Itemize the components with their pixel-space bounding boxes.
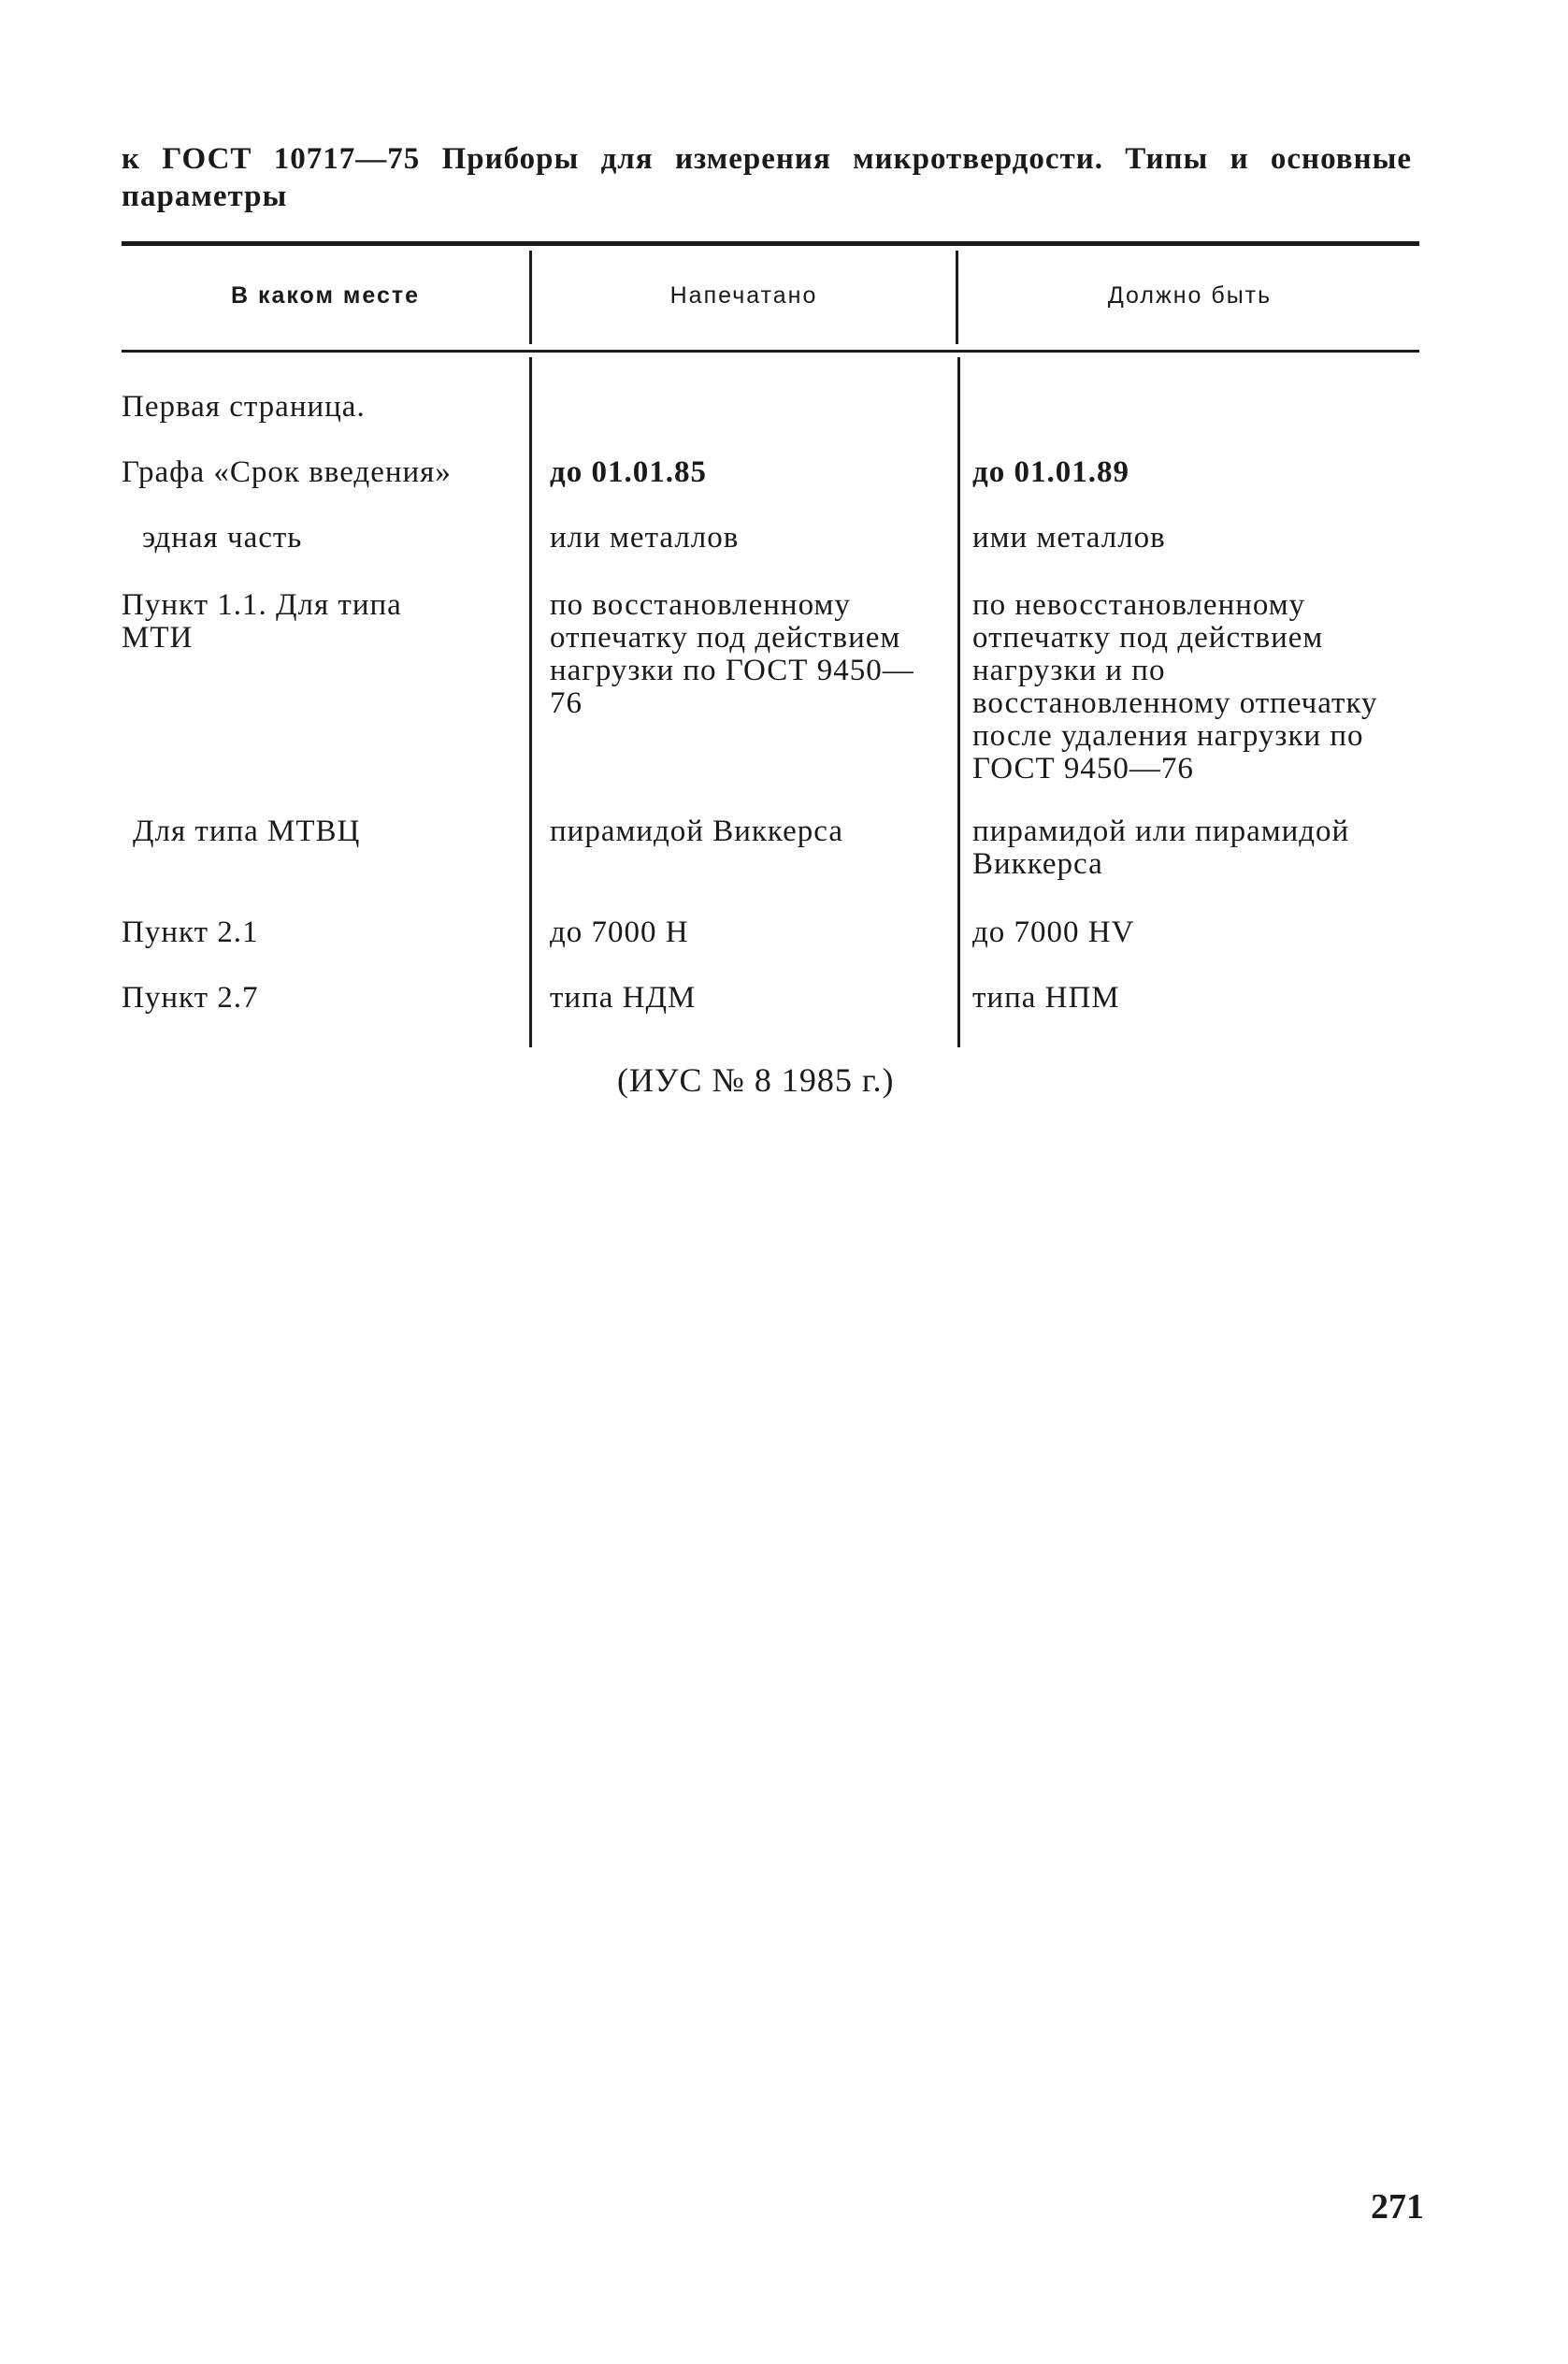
table-row-2-place: эдная часть: [142, 521, 303, 555]
header-bottom-rule: [122, 350, 1419, 353]
body-divider-2: [957, 357, 960, 1047]
table-row-4-printed: пирамидой Виккерса: [550, 814, 843, 848]
table-row-1-place: Графа «Срок введения»: [122, 455, 452, 489]
table-row-1-printed: до 01.01.85: [550, 455, 707, 489]
table-row-3-should-be: по невосстановленному отпечатку под действием нагрузки и по восстановленному отпечатку после удаления нагрузки по ГОСТ 9450—76: [972, 588, 1378, 786]
column-header-should-be: Должно быть: [1107, 282, 1273, 309]
table-row-5-should-be: до 7000 HV: [972, 915, 1135, 949]
column-header-place: В каком месте: [230, 282, 421, 309]
table-row-2-printed: или металлов: [550, 521, 740, 555]
table-row-3-printed: по восстановленному отпечатку под действием нагрузки по ГОСТ 9450—76: [550, 588, 914, 720]
table-row-2-should-be: ими металлов: [972, 521, 1166, 555]
table-row-6-printed: типа НДМ: [550, 981, 697, 1015]
page-number: 271: [1371, 2187, 1424, 2227]
table-row-4-place: Для типа МТВЦ: [133, 814, 361, 848]
table-row-0-place: Первая страница.: [122, 390, 366, 424]
table-row-5-printed: до 7000 Н: [550, 915, 689, 949]
table-row-6-place: Пункт 2.7: [122, 981, 259, 1015]
table-row-5-place: Пункт 2.1: [122, 915, 259, 949]
document-title: к ГОСТ 10717—75 Приборы для измерения микротвердости. Типы и основные параметры: [122, 142, 1412, 213]
table-row-6-should-be: типа НПМ: [972, 981, 1120, 1015]
table-row-1-should-be: до 01.01.89: [972, 455, 1129, 489]
table-row-3-place: Пункт 1.1. Для типа МТИ: [122, 588, 402, 655]
body-divider-1: [529, 357, 532, 1047]
header-divider-2: [956, 251, 958, 344]
column-header-printed: Напечатано: [669, 282, 818, 309]
source-note: (ИУС № 8 1985 г.): [617, 1061, 895, 1099]
table-top-rule: [122, 241, 1419, 246]
table-row-4-should-be: пирамидой или пирамидой Виккерса: [972, 814, 1350, 881]
